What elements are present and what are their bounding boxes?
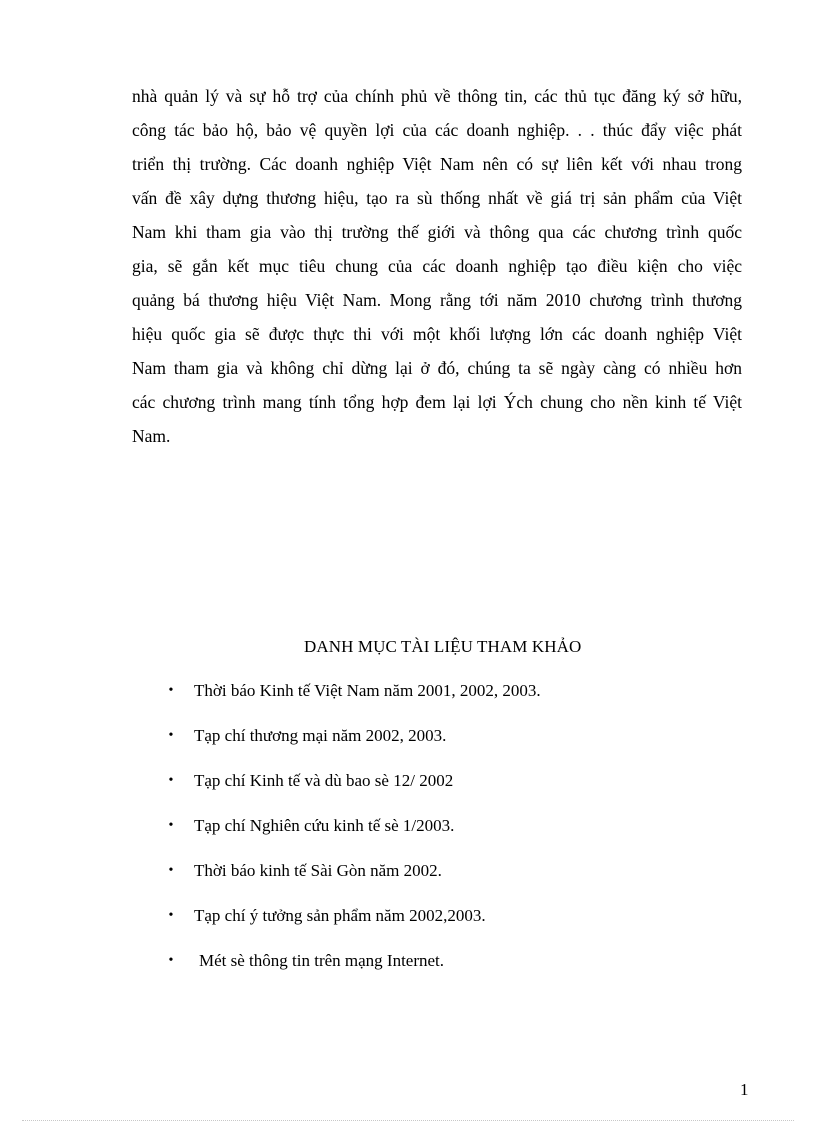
paragraph-line: quảng bá thương hiệu Việt Nam. Mong rằng tới năm 2010 chương trình thương	[132, 290, 742, 310]
paragraph-line: nhà quản lý và sự hỗ trợ của chính phủ về thông tin, các thủ tục đăng ký sở hữu,	[132, 86, 742, 106]
bullet-icon: •	[168, 728, 174, 743]
bullet-icon: •	[168, 908, 174, 923]
reference-text: Tạp chí Kinh tế và dù bao sè 12/ 2002	[194, 771, 454, 790]
references-heading: DANH MỤC TÀI LIỆU THAM KHẢO	[304, 637, 582, 656]
bullet-icon: •	[168, 953, 174, 968]
paragraph-line: Nam khi tham gia vào thị trường thế giới và thông qua các chương trình quốc	[132, 222, 742, 242]
bullet-icon: •	[168, 773, 174, 788]
page-bottom-divider	[22, 1120, 794, 1121]
page-number: 1	[740, 1080, 749, 1099]
body-paragraph	[132, 79, 742, 453]
reference-text: Tạp chí thương mại năm 2002, 2003.	[194, 726, 447, 745]
paragraph-line: gia, sẽ gắn kết mục tiêu chung của các doanh nghiệp tạo điều kiện cho việc	[132, 256, 742, 276]
reference-text: Thời báo Kinh tế Việt Nam năm 2001, 2002, 2003.	[194, 681, 541, 700]
reference-text: Thời báo kinh tế Sài Gòn năm 2002.	[194, 861, 442, 880]
bullet-icon: •	[168, 818, 174, 833]
paragraph-line: các chương trình mang tính tổng hợp đem lại lợi Ých chung cho nền kinh tế Việt	[132, 392, 742, 412]
paragraph-line: Nam.	[132, 426, 171, 446]
paragraph-line: hiệu quốc gia sẽ được thực thi với một khối lượng lớn các doanh nghiệp Việt	[132, 324, 742, 344]
reference-text: Tạp chí ý tưởng sản phẩm năm 2002,2003.	[194, 906, 486, 925]
reference-text: Tạp chí Nghiên cứu kinh tế sè 1/2003.	[194, 816, 455, 835]
paragraph-line: triển thị trường. Các doanh nghiệp Việt Nam nên có sự liên kết với nhau trong	[132, 154, 742, 174]
reference-text: Mét sè thông tin trên mạng Internet.	[199, 951, 445, 970]
bullet-icon: •	[168, 863, 174, 878]
paragraph-line: Nam tham gia và không chỉ dừng lại ở đó, chúng ta sẽ ngày càng có nhiều hơn	[132, 358, 742, 378]
bullet-icon: •	[168, 683, 174, 698]
paragraph-line: vấn đề xây dựng thương hiệu, tạo ra sù thống nhất về giá trị sản phẩm của Việt	[132, 188, 742, 208]
paragraph-line: công tác bảo hộ, bảo vệ quyền lợi của các doanh nghiệp. . . thúc đẩy việc phát	[132, 120, 742, 140]
